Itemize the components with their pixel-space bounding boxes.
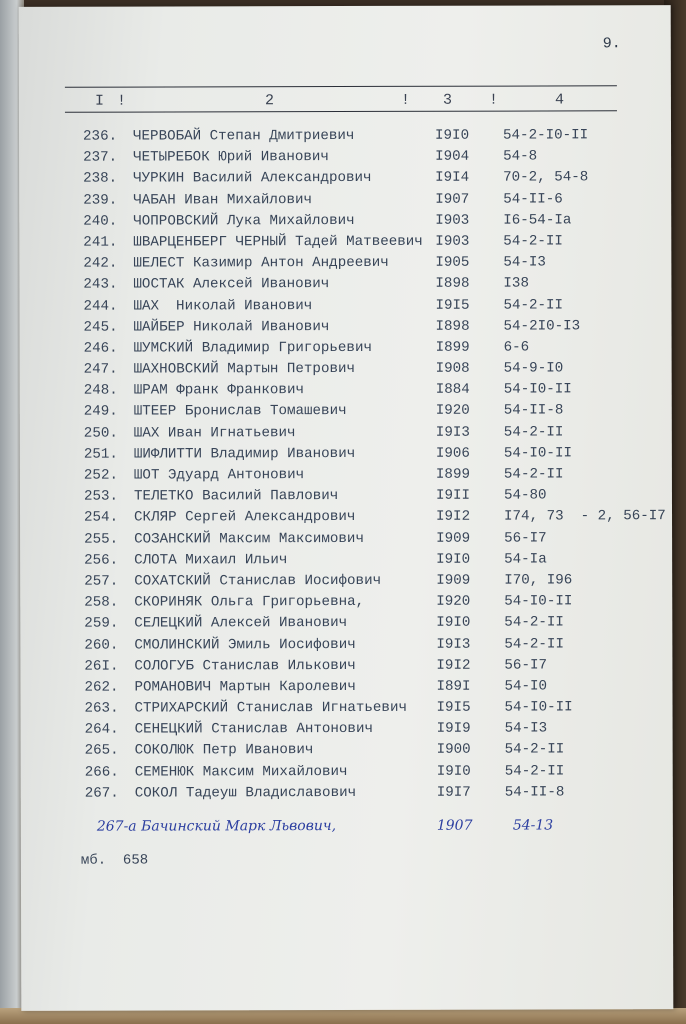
table-row [85, 784, 655, 807]
entry-number: 26I. [84, 658, 119, 675]
birth-year: I905 [435, 254, 470, 271]
birth-year: I9I5 [435, 297, 470, 314]
birth-year: I920 [436, 593, 471, 610]
reference: 54-2-II [504, 635, 564, 653]
birth-year: I907 [435, 191, 470, 208]
birth-year: I909 [436, 572, 471, 589]
person-name: ШЕЛЕСТ Казимир Антон Андреевич [133, 255, 389, 272]
entry-number: 255. [84, 531, 119, 548]
reference: I70, I96 [504, 572, 573, 589]
birth-year: I903 [435, 212, 470, 229]
table-row [83, 127, 653, 150]
birth-year: I9I7 [436, 784, 471, 801]
table-row [84, 678, 654, 701]
entry-number: 247. [83, 361, 118, 378]
table-row [84, 466, 654, 489]
reference: 54-2-II [503, 296, 564, 314]
entry-number: 258. [84, 594, 119, 611]
person-name: ЧЕРВОБАЙ Степан Дмитриевич [133, 127, 355, 145]
person-name: СОКОЛ Тадеуш Владиславович [134, 784, 357, 802]
entry-number: 249. [83, 404, 118, 421]
birth-year: I9I0 [435, 127, 470, 144]
table-row [84, 593, 654, 616]
reference: 56-I7 [504, 657, 548, 674]
birth-year: I9I0 [436, 763, 471, 780]
birth-year: I899 [435, 339, 470, 356]
reference: 54-8 [503, 148, 538, 165]
entry-number: 260. [84, 637, 119, 654]
birth-year: I903 [435, 233, 470, 250]
header-col-1: I [94, 92, 104, 110]
table-row [83, 254, 653, 277]
page-number: 9. [602, 35, 621, 53]
birth-year: I900 [436, 742, 471, 759]
handwritten-entry: 267-а Бачинский Марк Львович, [96, 818, 337, 835]
birth-year: I904 [435, 148, 470, 165]
entry-number: 238. [83, 170, 118, 188]
person-name: СЕЛЕЦКИЙ Алексей Иванович [134, 615, 348, 632]
person-name: СЕНЕЦКИЙ Станислав Антонович [134, 721, 373, 738]
reference: 54-II-8 [504, 784, 565, 801]
entry-number: 267. [84, 785, 119, 802]
birth-year: I9I5 [436, 699, 471, 716]
entry-number: 257. [84, 573, 119, 590]
reference: 54-2-II [504, 614, 564, 631]
table-row [84, 318, 654, 341]
person-name: РОМАНОВИЧ Мартын Каролевич [134, 678, 356, 696]
entry-number: 240. [83, 213, 118, 230]
table-row [84, 636, 654, 659]
reference: 54-I0-II [504, 699, 573, 716]
table-row [84, 615, 654, 638]
birth-year: I9I4 [435, 170, 470, 187]
entry-number: 252. [83, 467, 118, 484]
reference: 54-2-II [503, 424, 564, 441]
entry-number: 241. [83, 234, 118, 251]
birth-year: I9I9 [436, 720, 471, 738]
reference: 54-I0-II [503, 381, 572, 398]
entry-number: 246. [83, 340, 118, 357]
birth-year: I89I [436, 678, 471, 695]
entry-number: 237. [83, 149, 118, 166]
birth-year: I9II [435, 487, 471, 504]
entry-number: 251. [83, 446, 118, 463]
entry-number: 259. [84, 615, 119, 632]
birth-year: I898 [435, 318, 470, 335]
birth-year: I898 [435, 275, 470, 293]
birth-year: I920 [435, 403, 470, 420]
person-name: ШАЙБЕР Николай Иванович [133, 318, 330, 336]
person-name: СКЛЯР Сергей Александрович [134, 509, 356, 526]
person-name: ЧЕТЫРЕБОК Юрий Иванович [133, 149, 329, 166]
person-name: СОЛОГУБ Станислав Илькович [134, 657, 356, 675]
header-separator: ! [116, 92, 126, 110]
entry-number: 250. [83, 425, 118, 442]
person-name: ШРАМ Франк Франкович [133, 382, 304, 399]
table-row [85, 720, 655, 743]
reference: 54-2-II [503, 466, 564, 483]
reference: 54-I3 [504, 720, 548, 737]
table-row [85, 742, 655, 765]
birth-year: I9I3 [435, 424, 470, 441]
footer-note: мб. 658 [80, 852, 149, 869]
table-row [84, 381, 654, 404]
table-row [84, 657, 654, 680]
entry-number: 262. [84, 679, 119, 696]
header-separator: ! [400, 91, 410, 109]
birth-year: I909 [436, 530, 471, 547]
reference: 54-2I0-I3 [503, 318, 581, 335]
reference: 54-2-II [503, 233, 563, 250]
handwritten-reference: 54-13 [512, 817, 554, 834]
reference: 54-II-8 [503, 402, 564, 420]
header-col-4: 4 [554, 91, 564, 109]
person-name: СЛОТА Михаил Ильич [134, 551, 288, 569]
table-row [85, 763, 655, 786]
header-top-rule [65, 85, 617, 87]
person-name: ШИФЛИТТИ Владимир Иванович [133, 445, 356, 463]
reference: 54-II-6 [503, 190, 563, 208]
handwritten-year: 1907 [436, 817, 473, 834]
reference: 54-2-I0-II [503, 127, 589, 144]
person-name: ШОСТАК Алексей Иванович [133, 276, 330, 293]
birth-year: I908 [435, 360, 470, 377]
reference: 54-I3 [503, 254, 546, 271]
reference: 54-I0-II [503, 445, 573, 462]
table-row [84, 551, 654, 574]
birth-year: I899 [435, 466, 470, 483]
entry-number: 263. [84, 700, 119, 717]
person-name: ШОТ Эдуард Антонович [133, 467, 305, 484]
person-name: ЧАБАН Иван Михайлович [133, 191, 313, 209]
person-name: СМОЛИНСКИЙ Эмиль Иосифович [134, 636, 356, 654]
person-name: ШУМСКИЙ Владимир Григорьевич [133, 339, 372, 357]
table-row [85, 699, 655, 722]
reference: 54-Ia [504, 551, 547, 568]
header-col-3: 3 [442, 91, 452, 109]
reference: 70-2, 54-8 [503, 169, 589, 186]
entry-number: 248. [83, 382, 118, 399]
table-row [83, 170, 653, 193]
table-row [84, 487, 654, 510]
table-row [83, 212, 653, 235]
reference: 6-6 [503, 339, 530, 356]
birth-year: I9I3 [436, 636, 471, 653]
reference: 54-2-II [504, 741, 565, 759]
person-name: ЧУРКИН Василий Александрович [133, 170, 372, 187]
table-row [84, 424, 654, 447]
header-separator: ! [488, 91, 498, 109]
entry-number: 243. [83, 276, 118, 293]
entry-number: 254. [84, 509, 119, 527]
birth-year: I9I2 [436, 509, 471, 526]
document-page [19, 5, 674, 1011]
entry-number: 256. [84, 552, 119, 569]
person-name: СОХАТСКИЙ Станислав Иосифович [134, 572, 382, 590]
table-row [84, 445, 654, 468]
birth-year: I906 [435, 445, 470, 462]
header-col-2: 2 [264, 92, 274, 110]
birth-year: I9I0 [436, 614, 471, 632]
person-name: ШАХНОВСКИЙ Мартын Петрович [133, 361, 356, 378]
person-name: ТЕЛЕТКО Василий Павлович [133, 488, 339, 505]
entry-number: 236. [83, 128, 118, 145]
table-row [84, 508, 666, 532]
table-row [84, 530, 654, 553]
person-name: ЧОПРОВСКИЙ Лука Михайлович [133, 212, 355, 230]
register-list [83, 127, 666, 806]
table-row [84, 403, 654, 426]
birth-year: I884 [435, 381, 470, 399]
reference: 54-I0-II [504, 593, 573, 610]
reference: 54-2-II [504, 763, 565, 780]
person-name: СТРИХАРСКИЙ Станислав Игнатьевич [134, 699, 407, 717]
entry-number: 253. [83, 488, 119, 505]
table-row [83, 297, 653, 320]
entry-number: 245. [83, 319, 118, 336]
table-row [84, 339, 654, 362]
header-bottom-rule [65, 110, 617, 112]
reference: I38 [503, 275, 529, 292]
person-name: СЕМЕНЮК Максим Михайлович [134, 763, 348, 781]
entry-number: 244. [83, 298, 118, 315]
person-name: ШТЕЕР Бронислав Томашевич [133, 403, 347, 420]
reference: I6-54-Ia [503, 212, 572, 229]
person-name: ШАХ Николай Иванович [133, 297, 313, 315]
table-row [84, 572, 654, 595]
entry-number: 239. [83, 192, 118, 209]
person-name: СКОРИНЯК Ольга Григорьевна, [134, 594, 365, 611]
entry-number: 266. [84, 764, 119, 781]
person-name: ШАХ Иван Игнатьевич [133, 424, 296, 442]
table-row [83, 233, 653, 256]
reference: I74, 73 - 2, 56-I7 [504, 508, 666, 525]
reference: 54-I0 [504, 678, 548, 695]
birth-year: I9I0 [436, 551, 471, 568]
table-row [83, 148, 653, 171]
entry-number: 264. [84, 721, 119, 738]
person-name: СОКОЛЮК Петр Иванович [134, 742, 314, 759]
entry-number: 242. [83, 255, 118, 272]
reference: 54-80 [503, 487, 547, 504]
person-name: ШВАРЦЕНБЕРГ ЧЕРНЫЙ Тадей Матвеевич [133, 233, 423, 251]
person-name: СОЗАНСКИЙ Максим Максимович [134, 530, 364, 548]
reference: 56-I7 [504, 530, 547, 547]
table-row [83, 276, 653, 299]
entry-number: 265. [84, 743, 119, 760]
table-row [84, 360, 654, 383]
birth-year: I9I2 [436, 657, 471, 674]
reference: 54-9-I0 [503, 360, 564, 377]
table-row [83, 191, 653, 214]
